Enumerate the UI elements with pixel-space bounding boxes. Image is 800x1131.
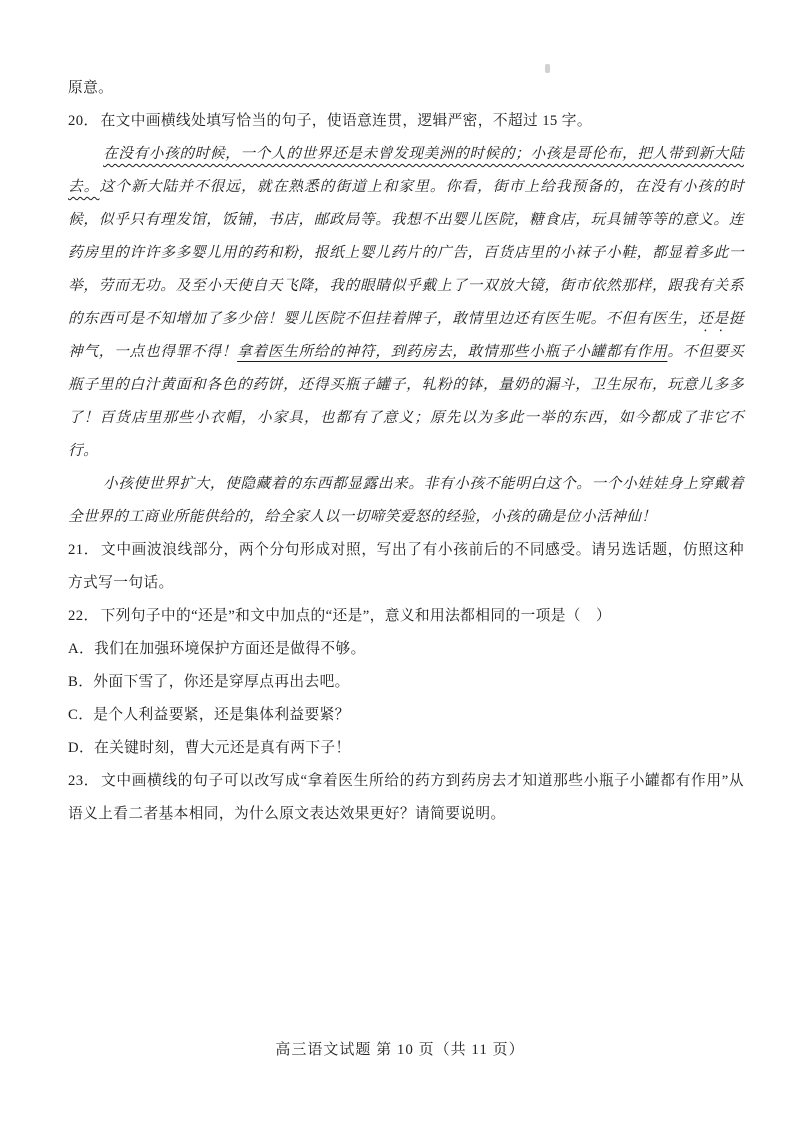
question-22-option-a (68, 633, 744, 666)
page-footer (0, 1038, 800, 1059)
question-22-option-d (68, 732, 744, 765)
question-20-number: 20． (68, 113, 99, 129)
question-22-text: 下列句子中的“还是”和文中加点的“还是”，意义和用法都相同的一项是（ ） (100, 608, 612, 624)
passage-text-segment-2: 挺神气，一点也得罪不得！ (68, 311, 744, 360)
question-23-number: 23． (68, 773, 100, 789)
passage-text-segment-3: 。不但要买瓶子里的白汁黄面和各色的药饼，还得买瓶子罐子，轧粉的钵，量奶的漏斗，卫生尿布，玩意儿多多了！百货店里那些小衣帽，小家具，也都有了意义；原先以为多此一举的东西，如今都成了非它不行。 (68, 344, 745, 459)
question-23 (68, 765, 744, 831)
option-d-text: D．在关键时刻，曹大元还是真有两下子！ (68, 740, 351, 756)
option-b-text: B．外面下雪了，你还是穿厚点再出去吧。 (68, 674, 350, 690)
option-a-text: A．我们在加强环境保护方面还是做得不够。 (68, 641, 366, 657)
passage-paragraph-2 (68, 468, 744, 534)
passage-paragraph-1 (68, 138, 744, 468)
question-22-option-c (68, 699, 744, 732)
passage-paragraph-2-text: 小孩使世界扩大，使隐藏着的东西都显露出来。非有小孩不能明白这个。一个小娃娃身上穿戴着全世界的工商业所能供给的，给全家人以一切啼笑爱怒的经验，小孩的确是位小活神仙！ (68, 476, 744, 525)
leading-line (68, 72, 744, 105)
emphasis-dotted-word: 还是 (698, 311, 729, 327)
leading-line-text: 原意。 (68, 80, 114, 96)
passage-text-segment-1: 这个新大陆并不很远，就在熟悉的街道上和家里。你看，街市上给我预备的，在没有小孩的时候，似乎只有理发馆，饭铺，书店，邮政局等。我想不出婴儿医院，糖食店，玩具铺等等的意义。连药房里的许许多多婴儿用的药和粉，报纸上婴儿药片的广告，百货店里的小袜子小鞋，都显着多此一举，劳而无功。及至小天使自天飞降，我的眼睛似乎戴上了一双放大镜，街市依然那样，跟我有关系的东西可是不知增加了多少倍！婴儿医院不但挂着牌子，敢情里边还有医生呢。不但有医生， (68, 179, 744, 327)
page-footer-text: 高三语文试题 第 10 页（共 11 页） (275, 1042, 525, 1058)
question-21-text: 文中画波浪线部分，两个分句形成对照，写出了有小孩前后的不同感受。请另选话题，仿照这种方式写一句话。 (68, 542, 744, 591)
question-21-number: 21． (68, 542, 100, 558)
question-20 (68, 105, 744, 138)
question-21 (68, 534, 744, 600)
option-c-text: C．是个人利益要紧，还是集体利益要紧？ (68, 707, 350, 723)
question-23-text: 文中画横线的句子可以改写成“拿着医生所给的药方到药房去才知道那些小瓶子小罐都有作用”从语义上看二者基本相同，为什么原文表达效果更好？请简要说明。 (68, 773, 744, 822)
straight-underlined-sentence: 拿着医生所给的神符，到药房去，敢情那些小瓶子小罐都有作用 (237, 344, 668, 360)
question-20-text: 在文中画横线处填写恰当的句子，使语意连贯，逻辑严密，不超过 15 字。 (100, 113, 592, 129)
exam-content (68, 72, 744, 831)
question-22-option-b (68, 666, 744, 699)
question-22 (68, 600, 744, 633)
wavy-underlined-sentence: 在没有小孩的时候，一个人的世界还是未曾发现美洲的时候的；小孩是哥伦布，把人带到新大陆去。 (68, 146, 744, 195)
question-22-number: 22． (68, 608, 99, 624)
